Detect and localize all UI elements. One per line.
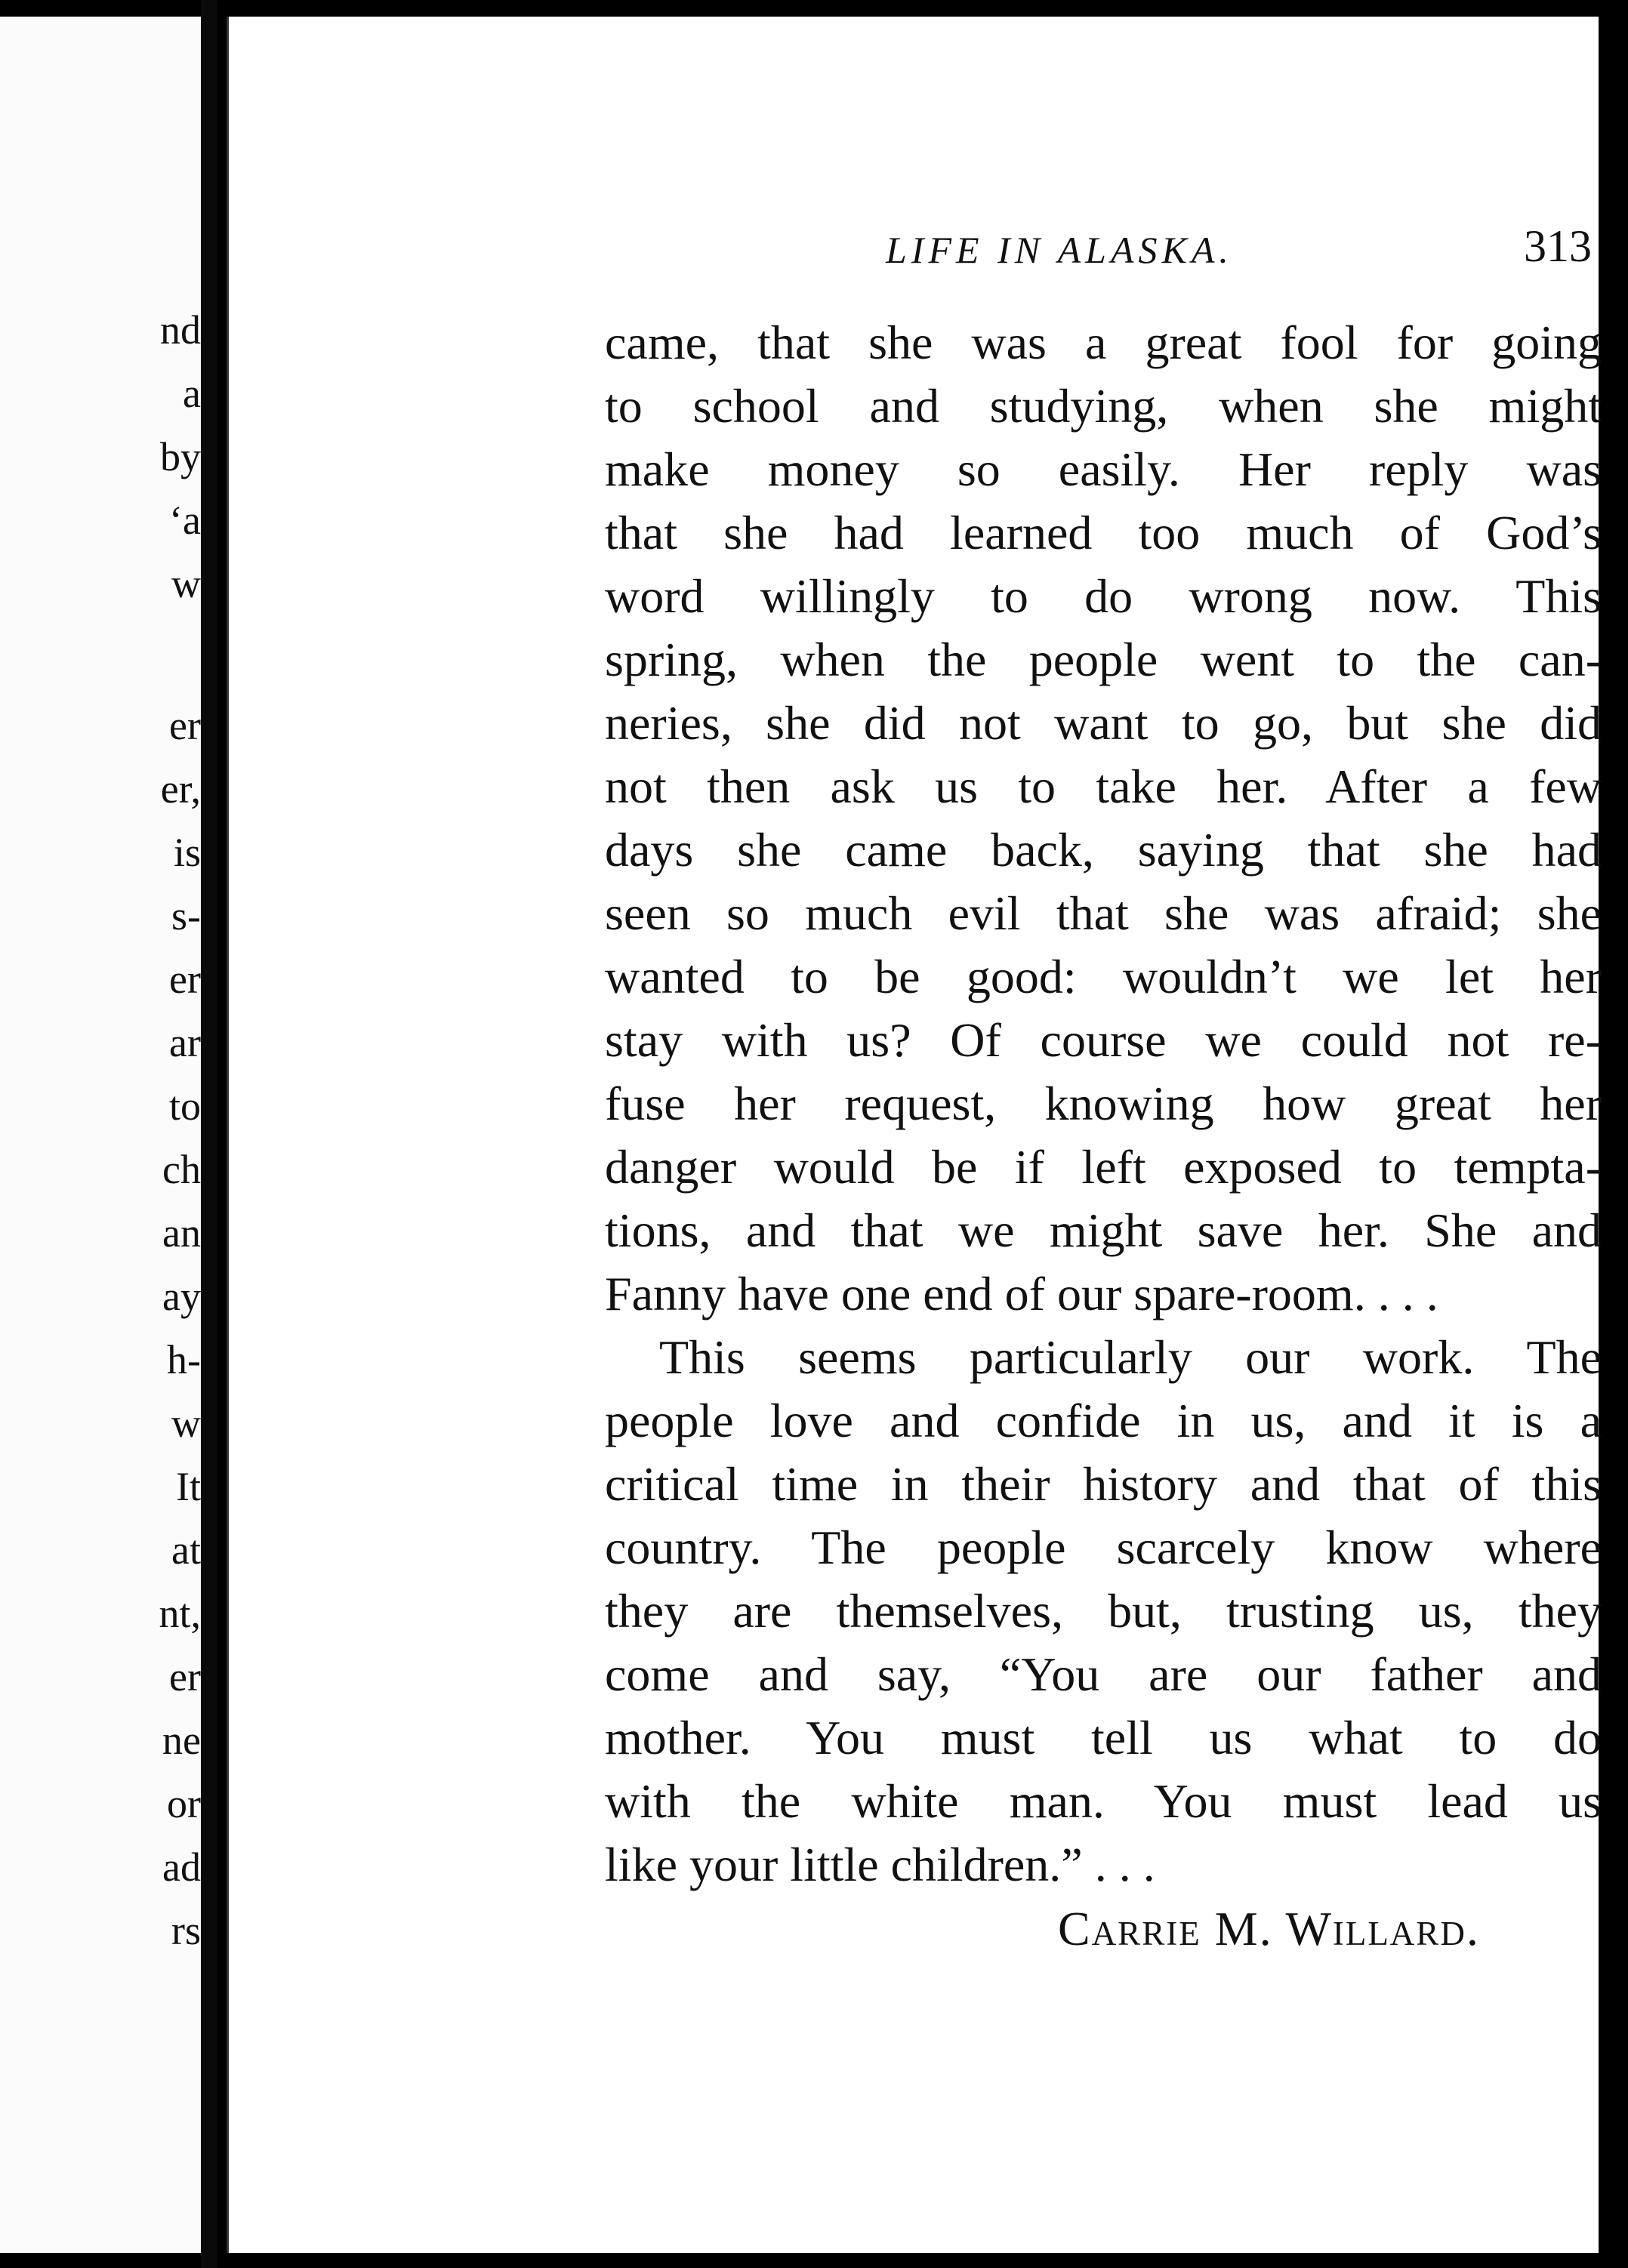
previous-page-fragment: ad [162,1844,201,1890]
text-line: neries, she did not want to go, but she did [605,696,1602,750]
previous-page-fragment: ch [162,1147,201,1192]
text-line: danger would be if left exposed to tempta- [605,1140,1602,1194]
text-line: tions, and that we might save her. She and [605,1203,1602,1257]
text-line: days she came back, saying that she had [605,823,1602,877]
text-line: fuse her request, knowing how great her [605,1077,1602,1130]
previous-page-fragment: rs [171,1908,201,1953]
previous-page-fragment: It [176,1464,201,1509]
previous-page-fragment: is [173,830,201,875]
text-line: critical time in their history and that of this [605,1457,1602,1511]
text-line: with the white man. You must lead us [605,1774,1602,1828]
text-line: country. The people scarcely know where [605,1521,1602,1574]
text-line: seen so much evil that she was afraid; she [605,886,1602,940]
text-line: come and say, “You are our father and [605,1647,1602,1701]
book-page [227,17,1602,2253]
page-number: 313 [1524,221,1592,271]
text-line: Fanny have one end of our spare-room. . . . [605,1267,1438,1320]
previous-page-fragment: er, [160,766,201,812]
text-line: mother. You must tell us what to do [605,1711,1602,1764]
text-line: stay with us? Of course we could not re- [605,1013,1602,1067]
paragraph-first-line: This seems particularly our work. The [659,1330,1602,1384]
running-head: LIFE IN ALASKA. [886,229,1233,271]
text-line: that she had learned too much of God’s [605,506,1602,559]
previous-page-fragment: w [171,561,201,606]
previous-page-fragment: er [169,957,201,1002]
previous-page-fragment: ar [169,1020,201,1065]
previous-page-fragment: s- [171,893,201,938]
author-signature: Carrie M. Willard. [1058,1902,1480,1955]
text-line: spring, when the people went to the can- [605,633,1602,686]
text-line: they are themselves, but, trusting us, they [605,1584,1602,1638]
text-line: word willingly to do wrong now. This [605,569,1602,623]
previous-page-fragment: ‘a [169,498,201,543]
text-line: people love and confide in us, and it is a [605,1394,1602,1447]
book-gutter [201,0,217,2268]
previous-page-fragment: to [168,1083,201,1129]
text-line: came, that she was a great fool for going [605,316,1602,369]
previous-page-fragment: or [167,1781,201,1826]
previous-page-fragment: nt, [159,1591,201,1636]
previous-page-fragment: er [169,1654,201,1699]
text-line: make money so easily. Her reply was [605,442,1602,496]
previous-page-fragment: an [162,1210,201,1256]
previous-page-fragment: h- [167,1337,201,1382]
previous-page-edge [0,17,201,2253]
previous-page-fragment: a [183,371,201,416]
previous-page-fragment: ne [162,1718,201,1763]
text-line: like your little children.” . . . [605,1838,1155,1891]
text-line: to school and studying, when she might [605,379,1602,433]
previous-page-fragment: ay [162,1274,201,1319]
previous-page-fragment: at [171,1527,201,1573]
previous-page-fragment: nd [160,307,201,353]
previous-page-fragment: by [160,434,201,479]
previous-page-fragment: w [171,1401,201,1446]
text-line: not then ask us to take her. After a few [605,760,1602,813]
text-line: wanted to be good: wouldn’t we let her [605,950,1602,1003]
previous-page-fragment: er [169,703,201,748]
body-text [605,311,1602,1897]
